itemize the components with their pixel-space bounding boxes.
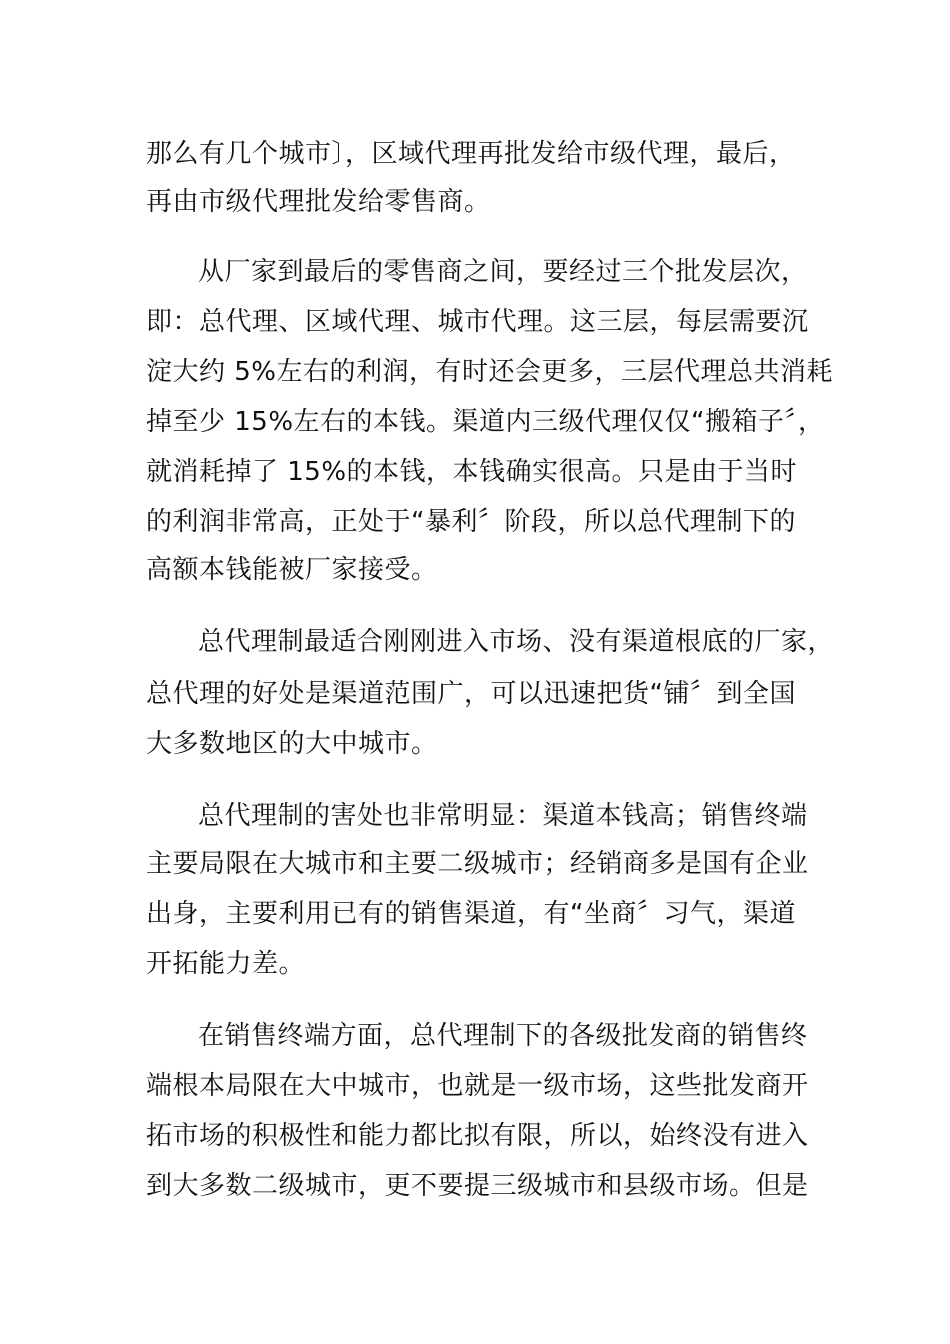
paragraph-line: 在销售终端方面，总代理制下的各级批发商的销售终	[198, 1021, 808, 1051]
paragraph-line: 掉至少 15%左右的本钱。渠道内三级代理仅仅“搬箱子〞，	[146, 407, 825, 437]
paragraph-line: 淀大约 5%左右的利润，有时还会更多，三层代理总共消耗	[146, 357, 834, 387]
paragraph-line: 拓市场的积极性和能力都比拟有限，所以，始终没有进入	[146, 1121, 809, 1151]
paragraph-line: 就消耗掉了 15%的本钱，本钱确实很高。只是由于当时	[146, 457, 798, 487]
paragraph-line: 开拓能力差。	[146, 949, 306, 979]
paragraph-line: 即：总代理、区域代理、城市代理。这三层，每层需要沉	[146, 307, 809, 337]
paragraph-line: 主要局限在大城市和主要二级城市；经销商多是国有企业	[146, 849, 809, 879]
paragraph-line: 高额本钱能被厂家接受。	[146, 555, 438, 585]
paragraph-line: 总代理的好处是渠道范围广，可以迅速把货“铺〞到全国	[146, 679, 796, 709]
paragraph-line: 从厂家到最后的零售商之间，要经过三个批发层次，	[198, 257, 808, 287]
paragraph-line: 出身，主要利用已有的销售渠道，有“坐商〞习气，渠道	[146, 899, 796, 929]
paragraph-line: 的利润非常高，正处于“暴利〞阶段，所以总代理制下的	[146, 507, 796, 537]
paragraph-line: 那么有几个城市〕，区域代理再批发给市级代理，最后，	[146, 139, 796, 169]
paragraph-line: 总代理制最适合刚刚进入市场、没有渠道根底的厂家，	[198, 627, 835, 657]
paragraph-line: 到大多数二级城市，更不要提三级城市和县级市场。但是	[146, 1171, 809, 1201]
paragraph-line: 大多数地区的大中城市。	[146, 729, 438, 759]
paragraph-line: 端根本局限在大中城市，也就是一级市场，这些批发商开	[146, 1071, 809, 1101]
paragraph-line: 再由市级代理批发给零售商。	[146, 187, 491, 217]
paragraph-line: 总代理制的害处也非常明显：渠道本钱高；销售终端	[198, 801, 808, 831]
